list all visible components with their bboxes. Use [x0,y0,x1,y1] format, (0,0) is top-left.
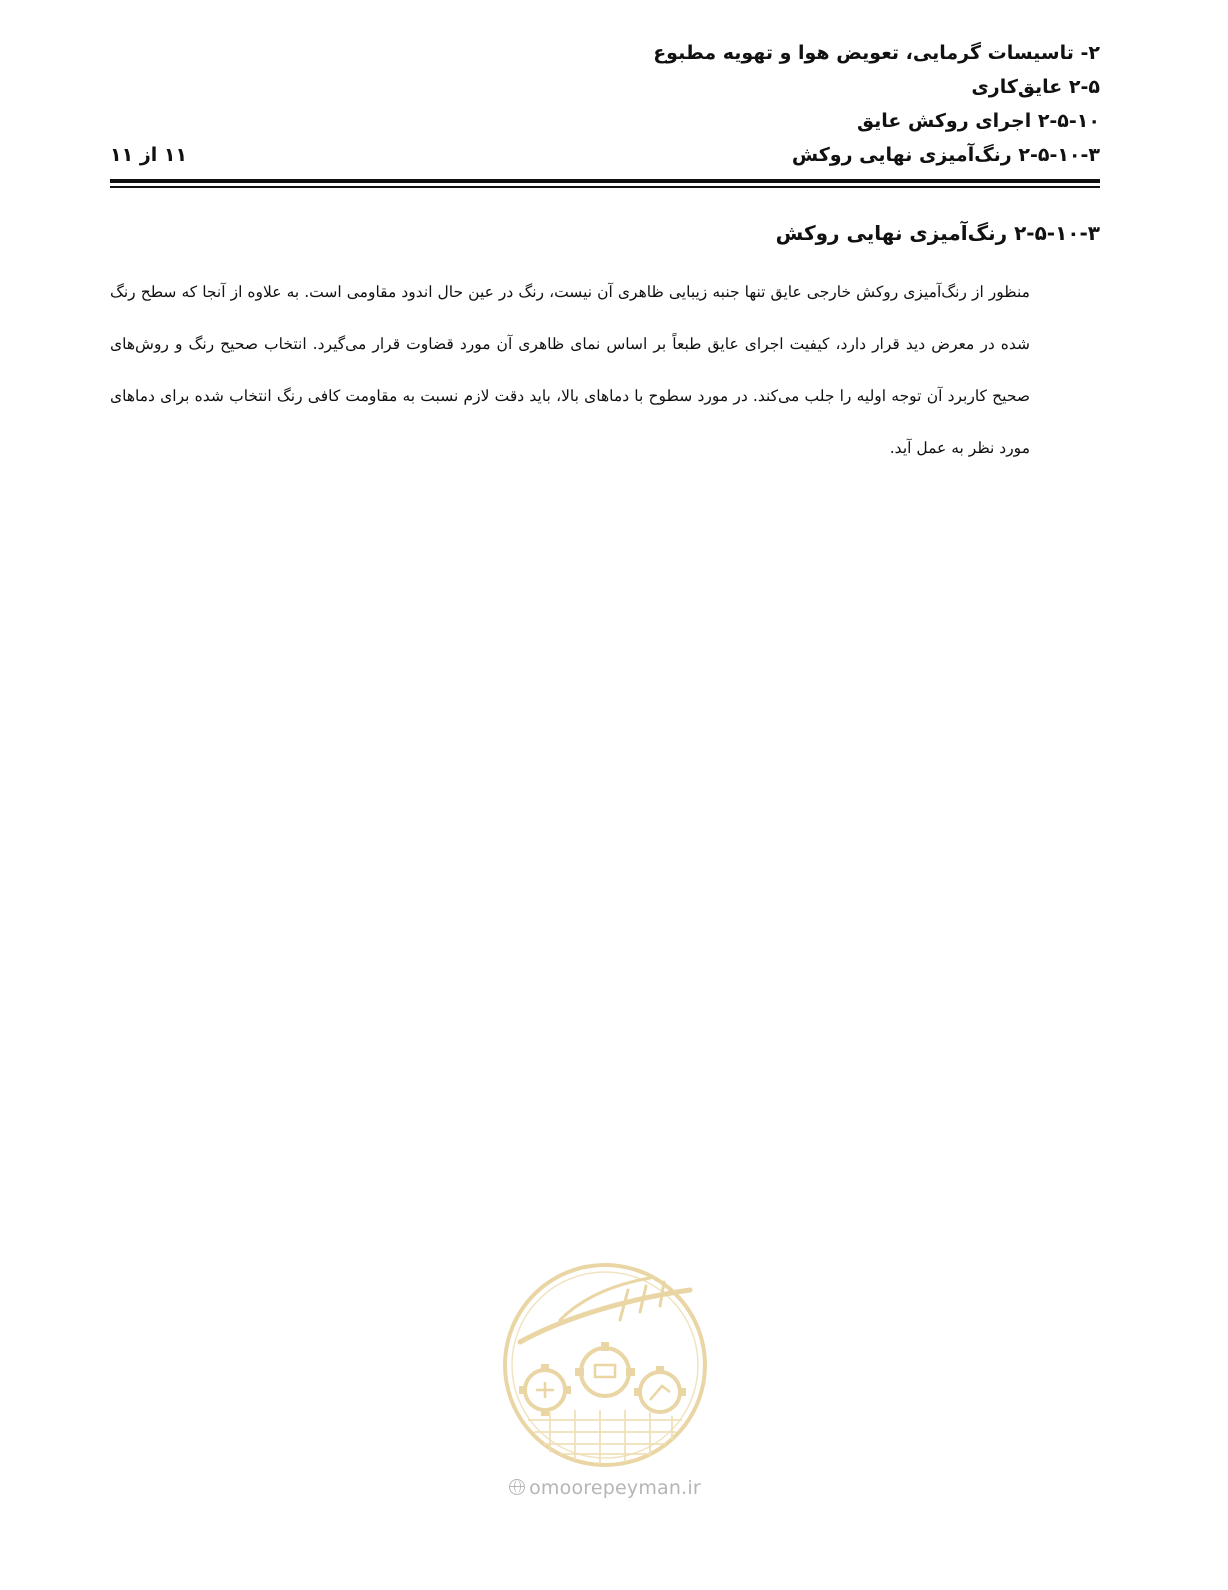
header-section-title: ۲-۵ عایق‌کاری [971,76,1100,98]
page-count: ۱۱ از ۱۱ [110,144,188,166]
section-heading: ۲-۵-۱۰-۳ رنگ‌آمیزی نهایی روکش [775,221,1100,245]
page-header [110,36,1100,172]
watermark-url: omoorepeyman.ir [529,1477,701,1499]
header-subsubsection-title: ۲-۵-۱۰-۳ رنگ‌آمیزی نهایی روکش [791,144,1100,166]
watermark-logo [500,1260,710,1470]
globe-icon [509,1479,525,1495]
header-subsection-title: ۲-۵-۱۰ اجرای روکش عایق [857,110,1100,132]
watermark-url-row [470,1477,740,1499]
header-subsubsection-row [110,138,1100,172]
header-rule-thin [110,186,1100,188]
section-body-paragraph: منظور از رنگ‌آمیزی روکش خارجی عایق تنها جنبه زیبایی ظاهری آن نیست، رنگ در عین حال اندود مقاومی است. به علاوه از آنجا که سطح رنگ شده در معرض دید قرار دارد، کیفیت اجرای عایق طبعاً بر اساس نمای ظاهری آن مورد قضاوت قرار می‌گیرد. انتخاب صحیح رنگ و روش‌های صحیح کاربرد آن توجه اولیه را جلب می‌کند. در مورد سطوح با دماهای بالا، باید دقت لازم نسبت به مقاومت کافی رنگ انتخاب شده برای دماهای مورد نظر به عمل آید. [110,283,1030,457]
header-rule-thick [110,179,1100,183]
header-chapter-title: ۲- تاسیسات گرمایی، تعویض هوا و تهویه مطبوع [653,42,1100,64]
